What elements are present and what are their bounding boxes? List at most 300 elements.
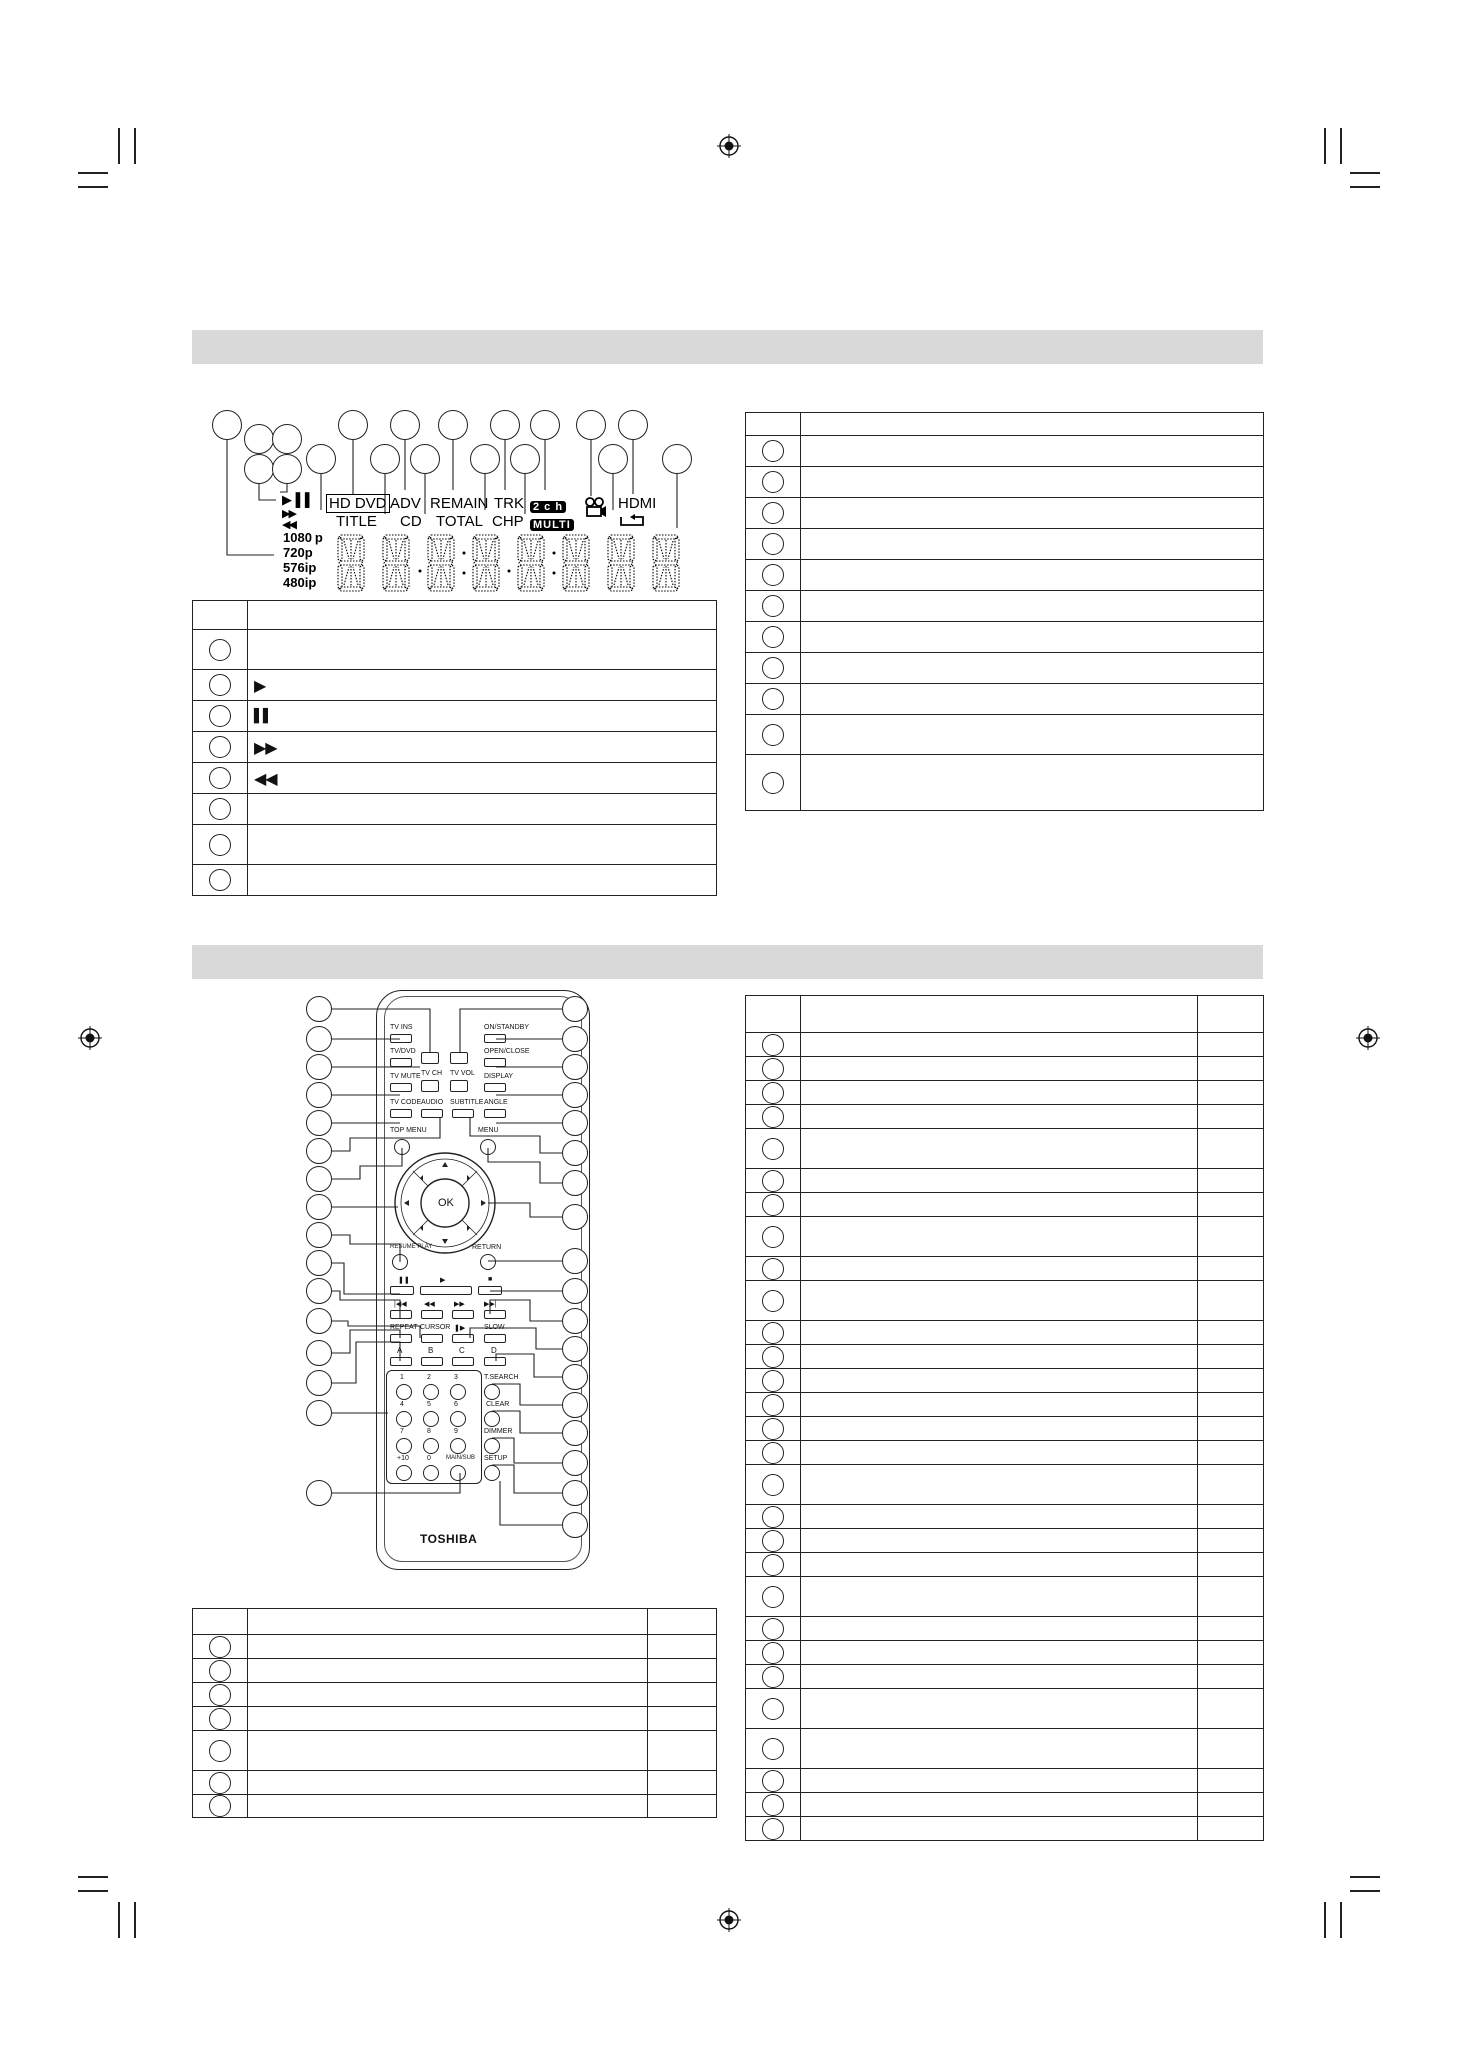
table-cell xyxy=(801,467,1264,498)
table-cell xyxy=(1198,1193,1264,1217)
table-cell xyxy=(801,1217,1198,1257)
skip-forward-button[interactable] xyxy=(484,1310,506,1319)
digit-9-button[interactable] xyxy=(450,1438,466,1454)
table-row xyxy=(746,560,1264,591)
callout-circle xyxy=(562,1278,588,1304)
tv-code-label: TV CODE xyxy=(390,1099,422,1106)
subtitle-button[interactable] xyxy=(452,1109,474,1118)
table-cell xyxy=(801,1033,1198,1057)
callout-circle xyxy=(618,410,648,440)
digit-7-label: 7 xyxy=(400,1428,404,1435)
table-cell xyxy=(1198,1729,1264,1769)
callout-circle xyxy=(562,1480,588,1506)
callout-circle xyxy=(562,1110,588,1136)
table-cell xyxy=(648,1771,717,1795)
table-cell xyxy=(248,794,717,825)
crop-mark xyxy=(78,172,108,174)
table-cell xyxy=(648,1707,717,1731)
table-cell xyxy=(801,622,1264,653)
callout-circle xyxy=(562,1170,588,1196)
table-row xyxy=(746,1665,1264,1689)
callout-circle xyxy=(306,1480,332,1506)
table-row xyxy=(746,715,1264,755)
table-row xyxy=(746,1729,1264,1769)
on-standby-button[interactable] xyxy=(484,1034,506,1043)
item-number-circle xyxy=(762,1170,784,1192)
angle-button[interactable] xyxy=(484,1109,506,1118)
digit-3-button[interactable] xyxy=(450,1384,466,1400)
callout-circle xyxy=(244,454,274,484)
digit-9-label: 9 xyxy=(454,1428,458,1435)
table-row xyxy=(746,1817,1264,1841)
item-number-circle xyxy=(762,1322,784,1344)
callout-circle xyxy=(490,410,520,440)
table-cell xyxy=(1198,1617,1264,1641)
table-cell xyxy=(248,1731,648,1771)
table-cell xyxy=(801,1577,1198,1617)
table-cell xyxy=(1198,1321,1264,1345)
table-row xyxy=(746,1793,1264,1817)
repeat-button[interactable] xyxy=(390,1334,412,1343)
item-number-circle xyxy=(209,1660,231,1682)
crop-mark xyxy=(1350,186,1380,188)
table-row xyxy=(193,1683,717,1707)
main-sub-button[interactable] xyxy=(450,1465,466,1481)
table-row xyxy=(746,1769,1264,1793)
tv-ch-down-button[interactable] xyxy=(421,1080,439,1092)
two-channel-indicator: 2 c h xyxy=(530,498,566,515)
table-cell xyxy=(801,1441,1198,1465)
skip-forward-icon: ▶▶| xyxy=(484,1301,497,1308)
callout-circle xyxy=(390,410,420,440)
callout-circle xyxy=(306,1308,332,1334)
table-cell xyxy=(1198,1417,1264,1441)
table-header-cell xyxy=(746,413,801,436)
item-number-circle xyxy=(762,533,784,555)
plus10-button[interactable] xyxy=(396,1465,412,1481)
table-row xyxy=(746,653,1264,684)
pause-icon: ❚❚ xyxy=(398,1277,410,1284)
table-cell xyxy=(801,684,1264,715)
digit-7-button[interactable] xyxy=(396,1438,412,1454)
table-cell xyxy=(801,1505,1198,1529)
item-number-circle xyxy=(209,1740,231,1762)
rewind-button[interactable] xyxy=(421,1310,443,1319)
table-cell xyxy=(1198,1769,1264,1793)
crop-mark xyxy=(1350,1890,1380,1892)
table-row xyxy=(746,1169,1264,1193)
table-row xyxy=(746,1553,1264,1577)
item-number-circle xyxy=(762,1442,784,1464)
crop-mark xyxy=(1350,172,1380,174)
digit-6-button[interactable] xyxy=(450,1411,466,1427)
dimmer-button[interactable] xyxy=(484,1438,500,1454)
table-cell xyxy=(248,1795,648,1818)
digit-1-label: 1 xyxy=(400,1374,404,1381)
table-cell xyxy=(801,1257,1198,1281)
table-row xyxy=(746,1321,1264,1345)
crop-mark xyxy=(1340,128,1342,164)
digit-1-button[interactable] xyxy=(396,1384,412,1400)
callout-circle xyxy=(576,410,606,440)
item-number-circle xyxy=(762,1370,784,1392)
play-button[interactable] xyxy=(420,1286,472,1295)
display-label: DISPLAY xyxy=(484,1073,514,1080)
tv-ch-label: TV CH xyxy=(421,1070,442,1077)
digit-5-button[interactable] xyxy=(423,1411,439,1427)
crop-mark xyxy=(134,128,136,164)
table-cell xyxy=(801,436,1264,467)
chp-indicator: CHP xyxy=(492,513,524,530)
display-indicator-table xyxy=(192,600,717,896)
menu-label: MENU xyxy=(478,1127,499,1134)
table-row xyxy=(746,1441,1264,1465)
table-cell xyxy=(801,1105,1198,1129)
registration-mark-icon xyxy=(78,1026,102,1050)
item-number-circle xyxy=(762,1554,784,1576)
table-cell xyxy=(1198,1529,1264,1553)
hdmi-indicator: HDMI xyxy=(618,495,657,512)
digit-2-button[interactable] xyxy=(423,1384,439,1400)
item-number-circle xyxy=(209,869,231,891)
tv-dvd-label: TV/DVD xyxy=(390,1048,416,1055)
table-cell xyxy=(1198,1369,1264,1393)
table-row xyxy=(746,1193,1264,1217)
table-cell xyxy=(648,1795,717,1818)
callout-circle xyxy=(338,410,368,440)
tv-mute-label: TV MUTE xyxy=(390,1073,421,1080)
tv-vol-up-button[interactable] xyxy=(450,1052,468,1064)
callout-circle xyxy=(306,1250,332,1276)
tv-vol-down-button[interactable] xyxy=(450,1080,468,1092)
callout-circle xyxy=(598,444,628,474)
table-row xyxy=(746,684,1264,715)
table-cell xyxy=(801,653,1264,684)
table-cell xyxy=(801,1769,1198,1793)
callout-circle xyxy=(562,1204,588,1230)
callout-circle xyxy=(510,444,540,474)
item-number-circle xyxy=(762,1666,784,1688)
item-number-circle xyxy=(762,1738,784,1760)
table-cell xyxy=(1198,1465,1264,1505)
table-row xyxy=(193,794,717,825)
table-cell xyxy=(801,1081,1198,1105)
registration-mark-icon xyxy=(717,1908,741,1932)
table-cell xyxy=(801,1369,1198,1393)
item-number-circle xyxy=(762,1106,784,1128)
cursor-button[interactable] xyxy=(421,1334,443,1343)
reverse-symbol-cell: ◀◀ xyxy=(248,763,717,794)
table-cell xyxy=(1198,1129,1264,1169)
table-cell xyxy=(801,1617,1198,1641)
item-number-circle xyxy=(762,564,784,586)
table-header-cell xyxy=(1198,996,1264,1033)
crop-mark xyxy=(118,128,120,164)
resume-play-button[interactable] xyxy=(392,1254,408,1270)
table-cell xyxy=(801,1193,1198,1217)
on-standby-label: ON/STANDBY xyxy=(484,1024,529,1031)
item-number-circle xyxy=(762,1618,784,1640)
table-cell xyxy=(801,1345,1198,1369)
digit-6-label: 6 xyxy=(454,1401,458,1408)
item-number-circle xyxy=(762,688,784,710)
item-number-circle xyxy=(762,1530,784,1552)
item-number-circle xyxy=(762,1394,784,1416)
pause-button[interactable] xyxy=(390,1286,414,1295)
fast-forward-icon: ▶▶ xyxy=(454,1301,465,1308)
table-cell xyxy=(801,1129,1198,1169)
adv-indicator: ADV xyxy=(390,495,421,512)
item-number-circle xyxy=(762,1818,784,1840)
callout-circle xyxy=(306,1138,332,1164)
table-cell xyxy=(801,1417,1198,1441)
table-cell xyxy=(1198,1577,1264,1617)
stop-icon: ■ xyxy=(488,1276,493,1283)
item-number-circle xyxy=(762,724,784,746)
d-label: D xyxy=(491,1346,497,1355)
crop-mark xyxy=(1324,128,1326,164)
item-number-circle xyxy=(209,1684,231,1706)
item-number-circle xyxy=(209,1772,231,1794)
table-row xyxy=(746,1465,1264,1505)
tv-input-button[interactable] xyxy=(390,1034,412,1043)
angle-camera-icon xyxy=(584,497,608,519)
digit-3-label: 3 xyxy=(454,1374,458,1381)
crop-mark xyxy=(1350,1876,1380,1878)
item-number-circle xyxy=(762,1642,784,1664)
skip-back-button[interactable] xyxy=(390,1310,412,1319)
table-cell xyxy=(1198,1057,1264,1081)
callout-circle xyxy=(562,996,588,1022)
callout-circle xyxy=(470,444,500,474)
callout-circle xyxy=(306,1110,332,1136)
table-row xyxy=(746,622,1264,653)
table-cell xyxy=(801,1793,1198,1817)
callout-circle xyxy=(562,1054,588,1080)
table-cell xyxy=(248,1771,648,1795)
table-cell xyxy=(248,825,717,865)
audio-button[interactable] xyxy=(421,1109,443,1118)
setup-button[interactable] xyxy=(484,1465,500,1481)
table-header-cell xyxy=(801,996,1198,1033)
callout-circle xyxy=(272,454,302,484)
table-cell xyxy=(248,1659,648,1683)
item-number-circle xyxy=(762,1258,784,1280)
angle-label: ANGLE xyxy=(484,1099,508,1106)
display-indicator-table-continued xyxy=(745,412,1264,811)
format-720-indicator: 720p xyxy=(283,545,313,560)
callout-circle xyxy=(212,410,242,440)
table-cell xyxy=(1198,1553,1264,1577)
callout-circle xyxy=(562,1140,588,1166)
item-number-circle xyxy=(209,1636,231,1658)
table-cell xyxy=(801,1817,1198,1841)
table-cell xyxy=(1198,1033,1264,1057)
digit-0-label: 0 xyxy=(427,1455,431,1462)
table-cell xyxy=(801,591,1264,622)
item-number-circle xyxy=(762,1034,784,1056)
forward-symbol-cell: ▶▶ xyxy=(248,732,717,763)
total-indicator: TOTAL xyxy=(436,513,483,530)
item-number-circle xyxy=(762,772,784,794)
table-row xyxy=(193,763,717,794)
item-number-circle xyxy=(762,1082,784,1104)
tv-ch-up-button[interactable] xyxy=(421,1052,439,1064)
digit-4-button[interactable] xyxy=(396,1411,412,1427)
slow-button[interactable] xyxy=(484,1334,506,1343)
table-row xyxy=(746,436,1264,467)
table-cell xyxy=(801,715,1264,755)
item-number-circle xyxy=(762,1794,784,1816)
audio-label: AUDIO xyxy=(421,1099,444,1106)
title-indicator: TITLE xyxy=(336,513,377,530)
callout-circle xyxy=(530,410,560,440)
table-row xyxy=(746,1417,1264,1441)
digit-4-label: 4 xyxy=(400,1401,404,1408)
item-number-circle xyxy=(209,705,231,727)
table-cell xyxy=(801,1057,1198,1081)
skip-back-icon: |◀◀ xyxy=(394,1301,407,1308)
callout-circle xyxy=(562,1364,588,1390)
return-button[interactable] xyxy=(480,1254,496,1270)
table-cell xyxy=(248,1683,648,1707)
table-cell xyxy=(648,1635,717,1659)
a-button[interactable] xyxy=(390,1357,412,1366)
callout-circle xyxy=(272,424,302,454)
callout-circle xyxy=(306,444,336,474)
setup-label: SETUP xyxy=(484,1455,508,1462)
callout-circle xyxy=(562,1308,588,1334)
table-cell xyxy=(801,1641,1198,1665)
table-cell xyxy=(801,498,1264,529)
table-cell xyxy=(801,1321,1198,1345)
table-header-cell xyxy=(248,1609,648,1635)
subtitle-label: SUBTITLE xyxy=(450,1099,484,1106)
tv-code-button[interactable] xyxy=(390,1109,412,1118)
table-row xyxy=(746,1617,1264,1641)
multi-channel-indicator: MULTI xyxy=(530,516,574,533)
callout-circle xyxy=(370,444,400,474)
frame-advance-button[interactable] xyxy=(452,1334,474,1343)
d-button[interactable] xyxy=(484,1357,506,1366)
callout-circle xyxy=(562,1026,588,1052)
table-cell xyxy=(1198,1641,1264,1665)
clear-button[interactable] xyxy=(484,1411,500,1427)
open-close-button[interactable] xyxy=(484,1058,506,1067)
table-cell xyxy=(801,1553,1198,1577)
item-number-circle xyxy=(209,639,231,661)
callout-circle xyxy=(562,1450,588,1476)
table-cell xyxy=(801,1169,1198,1193)
item-number-circle xyxy=(209,1795,231,1817)
item-number-circle xyxy=(762,657,784,679)
main-sub-label: MAIN/SUB xyxy=(446,1455,476,1461)
ok-label: OK xyxy=(438,1197,454,1209)
table-row xyxy=(193,825,717,865)
item-number-circle xyxy=(762,502,784,524)
b-button[interactable] xyxy=(421,1357,443,1366)
item-number-circle xyxy=(209,767,231,789)
display-button[interactable] xyxy=(484,1083,506,1092)
t-search-button[interactable] xyxy=(484,1384,500,1400)
table-row xyxy=(193,865,717,896)
table-cell xyxy=(1198,1217,1264,1257)
section-header-band-display xyxy=(192,330,1263,364)
registration-mark-icon xyxy=(1356,1026,1380,1050)
table-row xyxy=(746,1529,1264,1553)
digit-2-label: 2 xyxy=(427,1374,431,1381)
c-button[interactable] xyxy=(452,1357,474,1366)
table-row xyxy=(746,1081,1264,1105)
item-number-circle xyxy=(762,1418,784,1440)
clear-label: CLEAR xyxy=(486,1401,510,1408)
tv-mute-button[interactable] xyxy=(390,1083,412,1092)
callout-circle xyxy=(410,444,440,474)
trk-indicator: TRK xyxy=(494,495,524,512)
play-icon: ▶ xyxy=(440,1277,446,1284)
return-label: RETURN xyxy=(472,1244,502,1251)
table-cell xyxy=(648,1659,717,1683)
remote-button-table-continued xyxy=(745,995,1264,1841)
repeat-label: REPEAT xyxy=(390,1324,418,1331)
t-search-label: T.SEARCH xyxy=(484,1374,519,1381)
remain-indicator: REMAIN xyxy=(430,495,489,512)
callout-circle xyxy=(306,1222,332,1248)
table-row xyxy=(746,1217,1264,1257)
fast-forward-button[interactable] xyxy=(452,1310,474,1319)
stop-button[interactable] xyxy=(478,1286,502,1295)
tv-dvd-button[interactable] xyxy=(390,1058,412,1067)
table-row xyxy=(746,755,1264,811)
table-row xyxy=(193,630,717,670)
table-cell xyxy=(801,755,1264,811)
c-label: C xyxy=(459,1346,465,1355)
callout-circle xyxy=(244,424,274,454)
table-cell xyxy=(1198,1105,1264,1129)
table-cell xyxy=(1198,1081,1264,1105)
digit-8-button[interactable] xyxy=(423,1438,439,1454)
crop-mark xyxy=(134,1902,136,1938)
item-number-circle xyxy=(762,595,784,617)
table-row xyxy=(746,1369,1264,1393)
item-number-circle xyxy=(762,626,784,648)
item-number-circle xyxy=(762,1058,784,1080)
crop-mark xyxy=(1340,1902,1342,1938)
table-row xyxy=(746,529,1264,560)
crop-mark xyxy=(78,186,108,188)
table-cell xyxy=(1198,1281,1264,1321)
table-cell xyxy=(648,1683,717,1707)
forward-indicator: ▶▶ xyxy=(282,508,295,520)
callout-circle xyxy=(662,444,692,474)
table-row xyxy=(746,498,1264,529)
repeat-icon xyxy=(618,514,646,528)
digit-0-button[interactable] xyxy=(423,1465,439,1481)
callout-circle xyxy=(562,1512,588,1538)
table-row xyxy=(193,701,717,732)
item-number-circle xyxy=(209,834,231,856)
item-number-circle xyxy=(209,674,231,696)
table-cell xyxy=(801,560,1264,591)
callout-circle xyxy=(306,1026,332,1052)
callout-circle xyxy=(306,1054,332,1080)
item-number-circle xyxy=(762,440,784,462)
table-cell xyxy=(1198,1817,1264,1841)
table-cell xyxy=(801,1281,1198,1321)
table-cell xyxy=(248,1707,648,1731)
table-row xyxy=(746,1505,1264,1529)
digit-8-label: 8 xyxy=(427,1428,431,1435)
